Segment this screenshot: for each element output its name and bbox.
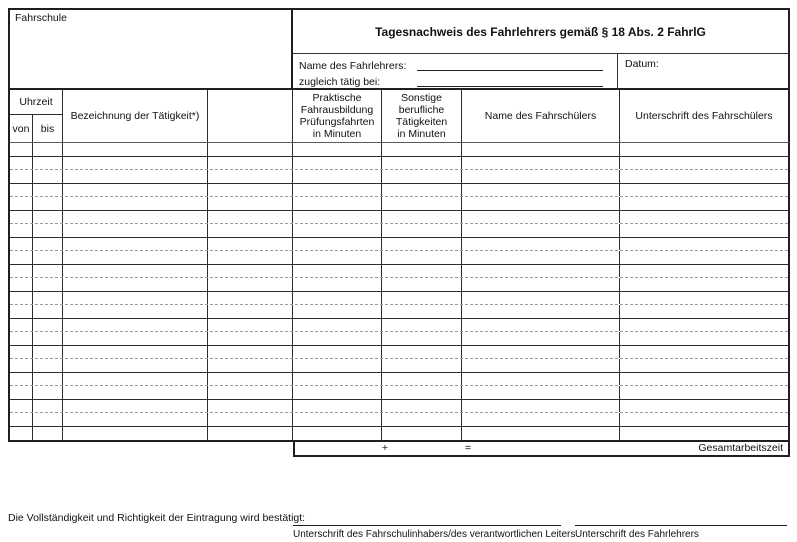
- cell-taetigkeit: [63, 346, 208, 359]
- cell-taetigkeit: [63, 359, 208, 372]
- cell-unlabeled: [208, 359, 293, 372]
- cell-von: [10, 332, 33, 345]
- cell-name-fahrschueler: [462, 427, 620, 441]
- column-sonstige-taetigkeiten: [382, 90, 462, 142]
- cell-taetigkeit: [63, 373, 208, 386]
- cell-unterschrift-fahrschueler: [620, 319, 788, 332]
- also-active-row: [299, 73, 609, 88]
- column-uhrzeit: [10, 90, 63, 142]
- cell-sonstige: [382, 224, 462, 237]
- cell-praktische: [293, 265, 382, 278]
- cell-name-fahrschueler: [462, 332, 620, 345]
- cell-unterschrift-fahrschueler: [620, 251, 788, 264]
- cell-sonstige: [382, 278, 462, 291]
- cell-name-fahrschueler: [462, 305, 620, 318]
- cell-name-fahrschueler: [462, 278, 620, 291]
- form-header-block: [293, 8, 790, 90]
- name-date-row: [293, 54, 788, 88]
- bis-label: bis: [40, 122, 55, 135]
- cell-name-fahrschueler: [462, 170, 620, 183]
- cell-praktische: [293, 400, 382, 413]
- cell-von: [10, 400, 33, 413]
- cell-bis: [33, 427, 63, 441]
- cell-unterschrift-fahrschueler: [620, 170, 788, 183]
- sonstige-label: Sonstige berufliche Tätigkeiten in Minuten: [395, 92, 448, 140]
- cell-praktische: [293, 184, 382, 197]
- cell-unlabeled: [208, 400, 293, 413]
- cell-praktische: [293, 238, 382, 251]
- cell-unlabeled: [208, 305, 293, 318]
- cell-praktische: [293, 346, 382, 359]
- cell-unlabeled: [208, 278, 293, 291]
- cell-bis: [33, 305, 63, 318]
- cell-von: [10, 386, 33, 399]
- cell-unlabeled: [208, 251, 293, 264]
- cell-bis: [33, 224, 63, 237]
- cell-taetigkeit: [63, 224, 208, 237]
- cell-bis: [33, 184, 63, 197]
- cell-von: [10, 197, 33, 210]
- cell-name-fahrschueler: [462, 224, 620, 237]
- cell-praktische: [293, 319, 382, 332]
- cell-taetigkeit: [63, 184, 208, 197]
- cell-sonstige: [382, 170, 462, 183]
- column-unlabeled: [208, 90, 293, 142]
- cell-name-fahrschueler: [462, 184, 620, 197]
- cell-unterschrift-fahrschueler: [620, 278, 788, 291]
- table-row: [10, 427, 788, 441]
- cell-von: [10, 265, 33, 278]
- cell-sonstige: [382, 184, 462, 197]
- cell-unlabeled: [208, 184, 293, 197]
- cell-von: [10, 305, 33, 318]
- cell-sonstige: [382, 413, 462, 426]
- cell-bis: [33, 373, 63, 386]
- table-row: [10, 413, 788, 427]
- cell-praktische: [293, 292, 382, 305]
- table-row: [10, 184, 788, 198]
- cell-bis: [33, 332, 63, 345]
- cell-name-fahrschueler: [462, 251, 620, 264]
- cell-von: [10, 143, 33, 156]
- fahrschule-label: Fahrschule: [15, 12, 67, 24]
- cell-taetigkeit: [63, 332, 208, 345]
- cell-von: [10, 346, 33, 359]
- cell-name-fahrschueler: [462, 265, 620, 278]
- cell-sonstige: [382, 292, 462, 305]
- cell-unlabeled: [208, 211, 293, 224]
- instructor-name-label: Name des Fahrlehrers:: [299, 60, 407, 73]
- cell-unterschrift-fahrschueler: [620, 400, 788, 413]
- date-label: Datum:: [625, 58, 659, 70]
- table-row: [10, 143, 788, 157]
- signature-owner-label: Unterschrift des Fahrschulinhabers/des verantwortlichen Leiters: [293, 529, 576, 540]
- cell-bis: [33, 197, 63, 210]
- column-unterschrift-fahrschueler: Unterschrift des Fahrschülers: [635, 110, 773, 122]
- cell-unterschrift-fahrschueler: [620, 373, 788, 386]
- instructor-name-row: [299, 57, 609, 72]
- von-label: von: [10, 115, 33, 142]
- cell-sonstige: [382, 238, 462, 251]
- cell-name-fahrschueler: [462, 319, 620, 332]
- instructor-name-input-line: [417, 59, 603, 71]
- cell-taetigkeit: [63, 265, 208, 278]
- cell-taetigkeit: [63, 157, 208, 170]
- cell-praktische: [293, 278, 382, 291]
- signature-line-instructor: [575, 525, 787, 526]
- cell-praktische: [293, 143, 382, 156]
- cell-unlabeled: [208, 346, 293, 359]
- cell-unlabeled: [208, 373, 293, 386]
- cell-bis: [33, 292, 63, 305]
- cell-unterschrift-fahrschueler: [620, 238, 788, 251]
- cell-sonstige: [382, 359, 462, 372]
- cell-bis: [33, 359, 63, 372]
- cell-bis: [33, 386, 63, 399]
- cell-name-fahrschueler: [462, 143, 620, 156]
- cell-praktische: [293, 170, 382, 183]
- cell-name-fahrschueler: [462, 157, 620, 170]
- equals-sign: =: [464, 442, 472, 454]
- cell-name-fahrschueler: [462, 211, 620, 224]
- cell-von: [10, 184, 33, 197]
- table-row: [10, 170, 788, 184]
- cell-name-fahrschueler: [462, 413, 620, 426]
- cell-bis: [33, 265, 63, 278]
- cell-unlabeled: [208, 332, 293, 345]
- cell-unterschrift-fahrschueler: [620, 265, 788, 278]
- cell-praktische: [293, 386, 382, 399]
- cell-taetigkeit: [63, 197, 208, 210]
- table-row: [10, 224, 788, 238]
- cell-taetigkeit: [63, 278, 208, 291]
- also-active-input-line: [417, 75, 603, 87]
- cell-unterschrift-fahrschueler: [620, 332, 788, 345]
- cell-sonstige: [382, 265, 462, 278]
- cell-name-fahrschueler: [462, 400, 620, 413]
- table-row: [10, 346, 788, 360]
- cell-name-fahrschueler: [462, 373, 620, 386]
- cell-sonstige: [382, 251, 462, 264]
- column-name-fahrschueler: Name des Fahrschülers: [462, 90, 620, 142]
- cell-praktische: [293, 359, 382, 372]
- cell-sonstige: [382, 319, 462, 332]
- cell-taetigkeit: [63, 238, 208, 251]
- cell-bis: [33, 319, 63, 332]
- cell-unterschrift-fahrschueler: [620, 224, 788, 237]
- table-row: [10, 359, 788, 373]
- cell-praktische: [293, 427, 382, 441]
- cell-unterschrift-fahrschueler: [620, 346, 788, 359]
- cell-taetigkeit: [63, 211, 208, 224]
- cell-sonstige: [382, 211, 462, 224]
- table-row: [10, 265, 788, 279]
- cell-sonstige: [382, 386, 462, 399]
- table-row: [10, 292, 788, 306]
- gesamtarbeitszeit-label: Gesamtarbeitszeit: [698, 442, 783, 454]
- cell-bis: [33, 413, 63, 426]
- cell-taetigkeit: [63, 292, 208, 305]
- cell-praktische: [293, 211, 382, 224]
- cell-unterschrift-fahrschueler: [620, 157, 788, 170]
- table-row: [10, 251, 788, 265]
- cell-unlabeled: [208, 427, 293, 441]
- cell-von: [10, 427, 33, 441]
- cell-bis: [33, 211, 63, 224]
- cell-name-fahrschueler: [462, 386, 620, 399]
- cell-sonstige: [382, 373, 462, 386]
- cell-von: [10, 278, 33, 291]
- cell-unterschrift-fahrschueler: [620, 359, 788, 372]
- cell-von: [10, 251, 33, 264]
- table-row: [10, 211, 788, 225]
- uhrzeit-label: Uhrzeit: [10, 90, 62, 115]
- cell-unterschrift-fahrschueler: [620, 305, 788, 318]
- cell-bis: [33, 251, 63, 264]
- cell-praktische: [293, 305, 382, 318]
- cell-bis: [33, 346, 63, 359]
- cell-unlabeled: [208, 319, 293, 332]
- table-row: [10, 319, 788, 333]
- plus-sign: +: [381, 442, 389, 454]
- cell-sonstige: [382, 427, 462, 441]
- cell-von: [10, 170, 33, 183]
- cell-unterschrift-fahrschueler: [620, 143, 788, 156]
- table-row: [10, 238, 788, 252]
- cell-von: [10, 319, 33, 332]
- summary-row: [293, 441, 790, 457]
- cell-unlabeled: [208, 292, 293, 305]
- cell-name-fahrschueler: [462, 346, 620, 359]
- cell-unterschrift-fahrschueler: [620, 211, 788, 224]
- cell-unlabeled: [208, 238, 293, 251]
- cell-sonstige: [382, 400, 462, 413]
- cell-taetigkeit: [63, 413, 208, 426]
- cell-praktische: [293, 332, 382, 345]
- table-row: [10, 332, 788, 346]
- cell-bis: [33, 157, 63, 170]
- cell-sonstige: [382, 197, 462, 210]
- cell-unlabeled: [208, 265, 293, 278]
- cell-sonstige: [382, 157, 462, 170]
- signature-line-owner: [293, 525, 561, 526]
- instructor-name-cell: [293, 54, 618, 88]
- cell-unlabeled: [208, 197, 293, 210]
- cell-von: [10, 224, 33, 237]
- cell-praktische: [293, 373, 382, 386]
- cell-taetigkeit: [63, 143, 208, 156]
- cell-taetigkeit: [63, 400, 208, 413]
- cell-von: [10, 238, 33, 251]
- cell-praktische: [293, 224, 382, 237]
- cell-taetigkeit: [63, 319, 208, 332]
- cell-von: [10, 211, 33, 224]
- cell-name-fahrschueler: [462, 359, 620, 372]
- cell-name-fahrschueler: [462, 197, 620, 210]
- cell-name-fahrschueler: [462, 292, 620, 305]
- von-bis-subrow: [10, 115, 62, 142]
- cell-taetigkeit: [63, 386, 208, 399]
- cell-praktische: [293, 197, 382, 210]
- form-title: Tagesnachweis des Fahrlehrers gemäß § 18 Abs. 2 FahrlG: [293, 10, 788, 54]
- cell-unlabeled: [208, 224, 293, 237]
- cell-praktische: [293, 157, 382, 170]
- cell-taetigkeit: [63, 170, 208, 183]
- cell-unlabeled: [208, 157, 293, 170]
- cell-unterschrift-fahrschueler: [620, 184, 788, 197]
- table-column-header: [8, 90, 790, 143]
- cell-sonstige: [382, 346, 462, 359]
- cell-von: [10, 292, 33, 305]
- cell-unterschrift-fahrschueler: [620, 413, 788, 426]
- signature-instructor-label: Unterschrift des Fahrlehrers: [575, 529, 699, 540]
- cell-unlabeled: [208, 386, 293, 399]
- cell-von: [10, 413, 33, 426]
- praktische-label: Praktische Fahrausbildung Prüfungsfahrten in Minuten: [299, 92, 375, 140]
- cell-name-fahrschueler: [462, 238, 620, 251]
- fahrschule-box: [8, 8, 293, 90]
- column-praktische-fahrausbildung: [293, 90, 382, 142]
- cell-taetigkeit: [63, 427, 208, 441]
- cell-praktische: [293, 413, 382, 426]
- table-row: [10, 386, 788, 400]
- cell-unlabeled: [208, 170, 293, 183]
- cell-bis: [33, 278, 63, 291]
- table-row: [10, 373, 788, 387]
- cell-unterschrift-fahrschueler: [620, 386, 788, 399]
- cell-von: [10, 157, 33, 170]
- cell-unlabeled: [208, 413, 293, 426]
- table-row: [10, 278, 788, 292]
- cell-unterschrift-fahrschueler: [620, 292, 788, 305]
- cell-sonstige: [382, 143, 462, 156]
- column-taetigkeit: Bezeichnung der Tätigkeit*): [63, 90, 208, 142]
- table-row: [10, 305, 788, 319]
- cell-sonstige: [382, 305, 462, 318]
- confirmation-text: Die Vollständigkeit und Richtigkeit der Eintragung wird bestätigt:: [8, 512, 306, 524]
- cell-bis: [33, 400, 63, 413]
- cell-praktische: [293, 251, 382, 264]
- cell-bis: [33, 170, 63, 183]
- cell-unterschrift-fahrschueler: [620, 427, 788, 441]
- table-row: [10, 197, 788, 211]
- cell-taetigkeit: [63, 305, 208, 318]
- table-row: [10, 157, 788, 171]
- cell-bis: [33, 143, 63, 156]
- cell-unterschrift-fahrschueler: [620, 197, 788, 210]
- table-body: [8, 143, 790, 442]
- cell-von: [10, 359, 33, 372]
- cell-unlabeled: [208, 143, 293, 156]
- cell-taetigkeit: [63, 251, 208, 264]
- cell-von: [10, 373, 33, 386]
- table-row: [10, 400, 788, 414]
- cell-sonstige: [382, 332, 462, 345]
- also-active-label: zugleich tätig bei:: [299, 75, 381, 88]
- cell-bis: [33, 238, 63, 251]
